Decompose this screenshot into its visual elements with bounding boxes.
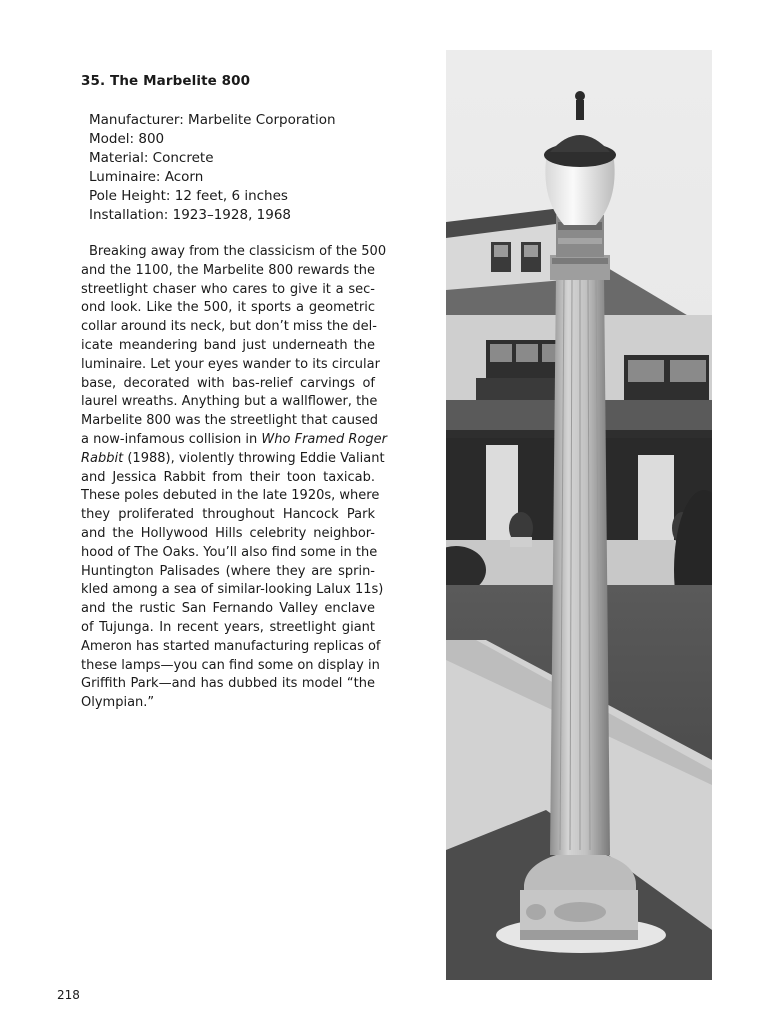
body-line	[81, 450, 385, 469]
body-line: and the 1100, the Marbelite 800 rewards the	[81, 262, 375, 278]
spec-material: Material: Concrete	[89, 150, 214, 166]
body-line: Griffith Park—and has dubbed its model “the	[81, 676, 375, 692]
body-line: Breaking away from the classicism of the 500	[89, 244, 387, 259]
body-line: collar around its neck, but don’t miss the del-	[81, 319, 377, 335]
spec-manufacturer: Manufacturer: Marbelite Corporation	[89, 112, 336, 128]
spec-model: Model: 800	[89, 131, 165, 147]
body-line: ond look. Like the 500, it sports a geometric	[81, 300, 375, 316]
body-line: these lamps—you can find some on display in	[81, 657, 380, 673]
body-line: laurel wreaths. Anything but a wallflower, the	[81, 394, 378, 410]
body-line: These poles debuted in the late 1920s, where	[81, 488, 380, 504]
body-line: hood of The Oaks. You’ll also find some in the	[81, 544, 378, 560]
streetlight-photo	[446, 50, 712, 980]
body-line: luminaire. Let your eyes wander to its circular	[81, 356, 380, 372]
spec-list	[89, 111, 336, 225]
body-line: and the Hollywood Hills celebrity neighbor-	[81, 525, 375, 541]
body-line: they proliferated throughout Hancock Park	[81, 507, 375, 523]
body-line: and Jessica Rabbit from their toon taxicab.	[81, 469, 375, 485]
spec-luminaire: Luminaire: Acorn	[89, 169, 204, 185]
body-line: base, decorated with bas-relief carvings of	[81, 375, 375, 391]
entry-title: 35. The Marbelite 800	[81, 73, 251, 89]
body-line: Marbelite 800 was the streetlight that caused	[81, 413, 379, 429]
spec-pole-height: Pole Height: 12 feet, 6 inches	[89, 188, 288, 204]
film-title-part2: Rabbit	[81, 450, 124, 466]
page-number: 218	[57, 988, 80, 1002]
body-line: Huntington Palisades (where they are sprin-	[81, 563, 375, 579]
body-line: Ameron has started manufacturing replicas of	[81, 638, 381, 654]
body-line: and the rustic San Fernando Valley enclave	[81, 601, 375, 617]
film-title-part1: Who Framed Roger	[261, 431, 388, 447]
body-line: Olympian.”	[81, 695, 155, 711]
body-line: icate meandering band just underneath the	[81, 337, 375, 353]
body-line	[81, 431, 388, 450]
spec-installation: Installation: 1923–1928, 1968	[89, 207, 292, 223]
body-paragraph	[81, 243, 388, 713]
body-line: kled among a sea of similar-looking Lalux 11s)	[81, 582, 384, 598]
body-line: streetlight chaser who cares to give it a sec-	[81, 281, 375, 297]
body-line: of Tujunga. In recent years, streetlight giant	[81, 619, 375, 635]
body-text-run: (1988), violently throwing Eddie Valiant	[123, 450, 385, 466]
body-text-run: a now-infamous collision in	[81, 431, 262, 447]
